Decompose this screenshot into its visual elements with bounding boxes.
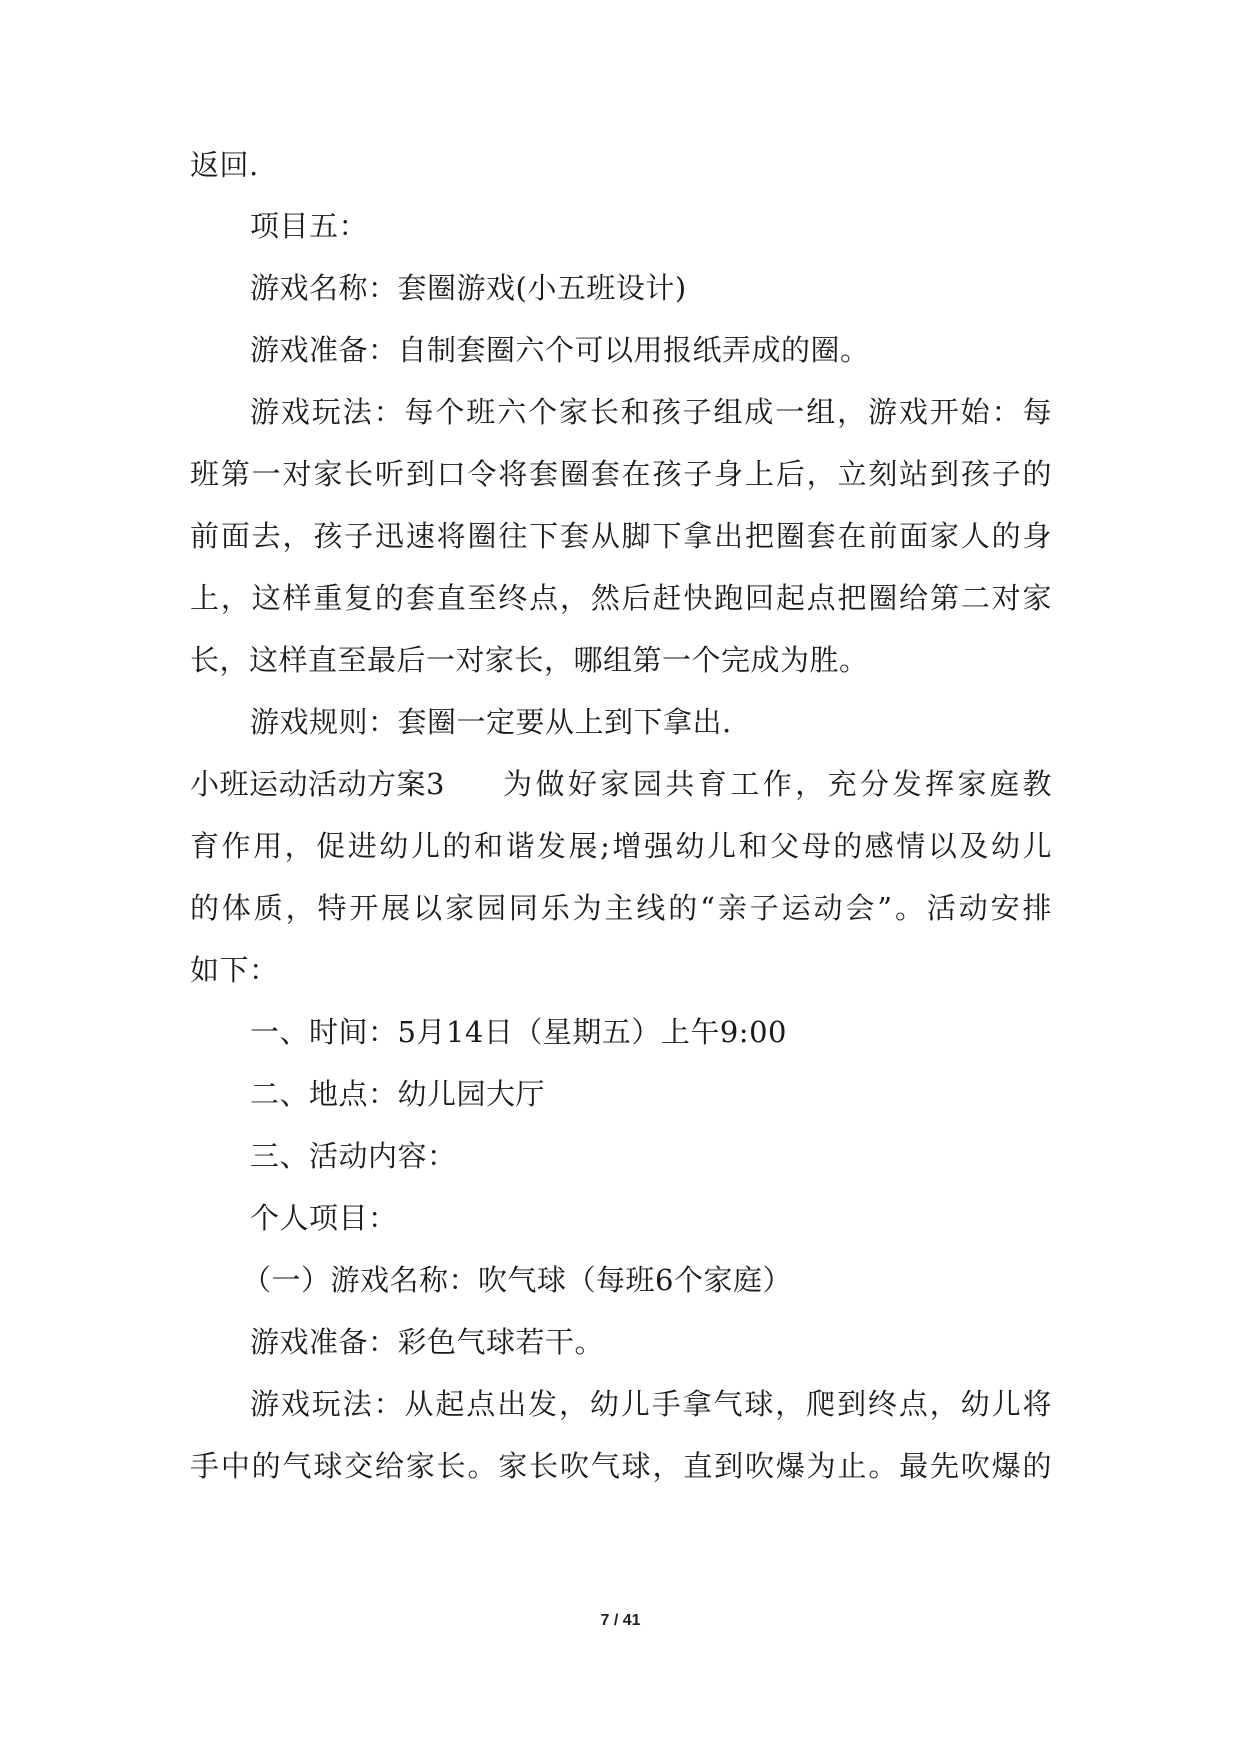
text-line: 游戏玩法：从起点出发，幼儿手拿气球，爬到终点，幼儿将 <box>250 1387 1052 1421</box>
text-line: 的体质，特开展以家园同乐为主线的“亲子运动会”。活动安排 <box>190 891 1052 925</box>
text-line: 返回. <box>190 148 259 182</box>
text-line: 二、地点：幼儿园大厅 <box>250 1077 546 1111</box>
page-number: 7 / 41 <box>600 1612 641 1629</box>
text-line: 游戏准备：彩色气球若干。 <box>250 1325 605 1359</box>
text-line: 为做好家园共育工作，充分发挥家庭教 <box>500 767 1052 801</box>
text-line: 如下： <box>190 953 279 987</box>
text-line: 项目五： <box>250 209 369 243</box>
text-line: 手中的气球交给家长。家长吹气球，直到吹爆为止。最先吹爆的 <box>190 1449 1052 1483</box>
text-line: 游戏名称：套圈游戏(小五班设计) <box>250 271 687 305</box>
text-line: 育作用，促进幼儿的和谐发展;增强幼儿和父母的感情以及幼儿 <box>190 829 1052 863</box>
text-line: 一、时间：5月14日（星期五）上午9:00 <box>250 1015 787 1049</box>
text-line: 上，这样重复的套直至终点，然后赶快跑回起点把圈给第二对家 <box>190 581 1052 615</box>
section-heading: 小班运动活动方案3 <box>190 767 445 801</box>
text-line: （一）游戏名称：吹气球（每班6个家庭） <box>242 1263 792 1297</box>
text-line: 班第一对家长听到口令将套圈套在孩子身上后，立刻站到孩子的 <box>190 457 1052 491</box>
text-line: 个人项目： <box>250 1201 398 1235</box>
section-heading-line <box>190 764 1052 804</box>
text-line: 前面去，孩子迅速将圈往下套从脚下拿出把圈套在前面家人的身 <box>190 519 1052 553</box>
text-line: 游戏玩法：每个班六个家长和孩子组成一组，游戏开始：每 <box>250 395 1052 429</box>
text-line: 游戏准备：自制套圈六个可以用报纸弄成的圈。 <box>250 333 870 367</box>
text-line: 游戏规则：套圈一定要从上到下拿出. <box>250 705 732 739</box>
text-line: 长，这样直至最后一对家长，哪组第一个完成为胜。 <box>190 643 869 677</box>
text-line: 三、活动内容： <box>250 1139 457 1173</box>
